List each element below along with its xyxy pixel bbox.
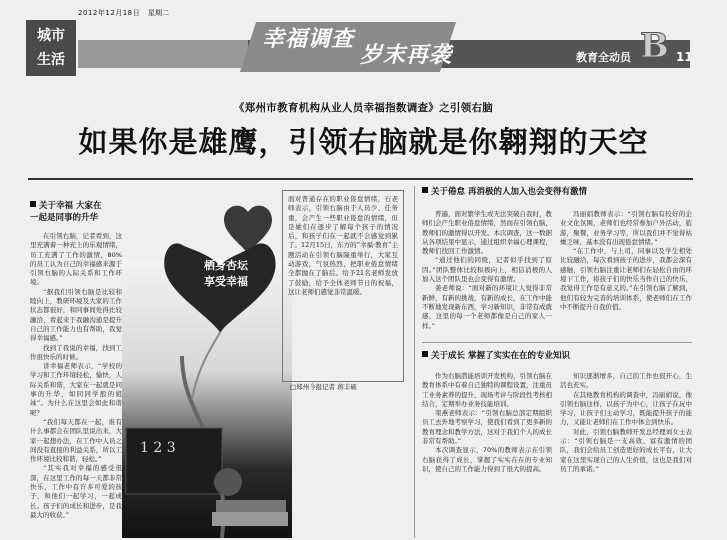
issue-date: 2012年12月18日 bbox=[78, 9, 141, 17]
column-tab bbox=[26, 20, 76, 76]
heart-badge-line-2: 享受幸福 bbox=[204, 275, 248, 288]
left-paragraph: “其实我对幸福的感受很深，在这里工作的每一天都非常快乐，工作中有许多可爱的孩子，和他们一起学习，一起成长。孩子们的成长和进步，是我最大的收获。” bbox=[30, 464, 122, 519]
apple-shape bbox=[214, 468, 242, 496]
right-bottom-paragraph: 知识逐渐增多，自己的工作也很开心，生活也充实。 bbox=[560, 372, 692, 390]
right-top-subhead bbox=[422, 186, 692, 198]
bullet-square-icon bbox=[422, 187, 428, 193]
byline: □郑州今报记者 蒋丰硕 bbox=[290, 383, 357, 391]
right-bottom-paragraph: 在其他教育机构的调查中，冯丽娟说，像引领右脑这样，以孩子为中心，让孩子在玩中学习，让孩子们主动学习，既能提升孩子的能力，又能让老师们在工作中体会到快乐。 bbox=[560, 390, 692, 427]
headline: 如果你是雄鹰，引领右脑就是你翱翔的天空 bbox=[78, 125, 649, 159]
right-top-col-2 bbox=[560, 210, 692, 338]
right-bottom-col-1 bbox=[422, 372, 552, 538]
right-bottom-paragraph: 作为右脑潜能培训开发机构，引领右脑在教育体系中有着自己独特的课程设置，注重员工业务素养的提升，现场考评与阶段性考核相结合，定期举办业务技能培训。 bbox=[422, 372, 552, 408]
book-shape bbox=[212, 512, 288, 526]
heart-badge-line-1: 栖身杏坛 bbox=[204, 259, 248, 272]
left-paragraph: 找到了我说的幸福，找到工作很快乐的时候。 bbox=[30, 343, 122, 361]
right-top-paragraph: 冯丽娟教师表示：“引领右脑有较好的企业文化氛围，老师们也经常参加户外活动，旅游，聚餐，业务学习等，所以我们并不觉得枯燥乏味，基本没有出现倦怠情绪。” bbox=[560, 210, 692, 246]
heart-badge bbox=[186, 258, 266, 290]
column-tab-line-2: 生活 bbox=[37, 52, 65, 68]
left-subhead-line-2: 一起是同事的升华 bbox=[30, 213, 99, 223]
series-title: 《郑州市教育机构从业人员幸福指数调查》之引领右脑 bbox=[233, 102, 494, 114]
left-subhead bbox=[30, 200, 126, 224]
column-separator bbox=[414, 186, 415, 538]
left-paragraph: “据我们引领右脑是比较和睦向上，教研环境及大家的工作状态都很好，和同事间处得比较融洽，看起来于我融沟通是提升自己的工作能力也有帮助，我觉得幸福感。” bbox=[30, 287, 122, 343]
banner-title-part-2: 岁末再袭 bbox=[360, 43, 453, 68]
quote-box bbox=[282, 190, 404, 382]
quote-text: 面对普通存在的职业倦怠情绪，石老师表示，引领右脑由于人员少、任务重，会产生一些职业倦怠的情绪，但是她们在逐步了解每个孩子的情况后，和孩子们在一起就不会感觉到累了。12月15日，东方的“幸福·教育”主题活动在引领右脑隆重举行，大家互动游戏，气氛热烈，把职业倦怠情绪全都抛在了脑后。给予21名老师发放了鼓励，给予全体老师节日的祝福，这让老师们感觉非常温暖。 bbox=[288, 195, 398, 296]
section-divider bbox=[422, 342, 692, 343]
masthead-bar-left bbox=[78, 40, 248, 68]
right-bottom-subhead bbox=[422, 350, 692, 362]
left-paragraph: “我们每天都在一起，谁有什么事都会在团队里说出来，大家一起想办法，在工作中人员之间没有直接的利益关系，所以工作环境比较和谐，轻松。” bbox=[30, 417, 122, 464]
bullet-square-icon bbox=[422, 351, 428, 357]
left-paragraph: 讲幸福老师表示，“学校的学习和工作环境轻松，愉快，人际关系和谐，大家在一起就是同事的升华，如同同学般的姐妹”。为什么在这里会如此和谐呢？ bbox=[30, 362, 122, 417]
right-bottom-paragraph: 栾燕老师表示：“引领右脑总部定期组织员工去外地考察学习，使我们看到了更多新的教育理念和教学方法，这对于我们个人的成长非常有帮助。” bbox=[422, 409, 552, 446]
right-top-subhead-text: 关于倦怠 再消极的人加入也会变得有激情 bbox=[431, 187, 587, 197]
left-paragraph: 在引领右脑，记者看到，这里充满着一种充上的乐观情绪，员工充满了工作的激情，80%的员工认为自己的幸福感来源于引领右脑的人际关系和工作环境。 bbox=[30, 232, 122, 287]
right-bottom-col-2 bbox=[560, 372, 692, 538]
page-letter: B bbox=[640, 26, 669, 66]
bullet-square-icon bbox=[30, 201, 36, 207]
right-top-paragraph: 姜老师说：“面对新的环境让人觉得非常新鲜，有新的挑战，有新的成长，在工作中能不断地发现新东西，学习新知识，非常有成就感，这里的每一个老师都像是自己的家人一样。” bbox=[422, 284, 552, 330]
banner-title-part-1: 幸福调查 bbox=[262, 27, 355, 52]
left-article bbox=[30, 232, 122, 538]
right-bottom-subhead-text: 关于成长 掌握了实实在在的专业知识 bbox=[431, 351, 570, 361]
issue-weekday: 星期二 bbox=[148, 9, 169, 17]
banner-title bbox=[262, 22, 453, 68]
headline-rule bbox=[28, 178, 693, 180]
column-tab-line-1: 城市 bbox=[37, 28, 65, 44]
book-shape bbox=[216, 500, 286, 512]
right-top-paragraph: “通过他们的同级，记者似乎找到了原因。”团队整体比较积极向上，相信消极的人加入这个团队里也会变得有激情。 bbox=[422, 256, 552, 284]
section-label: 教育全动员 bbox=[576, 51, 631, 64]
page-number: 11 bbox=[676, 50, 693, 64]
right-bottom-paragraph: 对此，引领右脑教师开发总经理刘女士表示：“引领右脑是一支高效、富有激情的团队，我们会给员工创造更好的成长平台，让大家在这里实现自己的人生价值，这也是我们对员工的承诺。” bbox=[560, 427, 692, 473]
right-top-paragraph: 普遍，面对繁学生或无法突破自我时，教师们会产生职业倦怠情绪，然而在引领右脑，教师们的激情得以开发。本次调查，这一数据从各项结果中显示，通过组织幸福心理课程，教师们找回工作激情。 bbox=[422, 210, 552, 256]
blackboard-text: 1 2 3 bbox=[140, 440, 176, 456]
left-subhead-line-1: 关于幸福 大家在 bbox=[39, 201, 102, 211]
right-bottom-paragraph: 本次调查显示，70%的教师表示在引领右脑获得了成长，掌握了实实在在的专业知识，使自己的工作能力得到了很大的提高。 bbox=[422, 446, 552, 473]
right-top-col-1 bbox=[422, 210, 552, 338]
right-top-paragraph: “在工作中，与上司，同事以及学生相处比较融洽，每次看到孩子的进步，我都会深有感触，引领右脑注重让老师们在轻松自由的环境下工作，将孩子们的快乐当作自己的快乐，我觉得工作是有意义的。”在引领右脑了解到，他们有较为完善的培训体系，使老师们在工作中不断提升自我价值。 bbox=[560, 247, 692, 311]
blackboard bbox=[126, 428, 222, 494]
